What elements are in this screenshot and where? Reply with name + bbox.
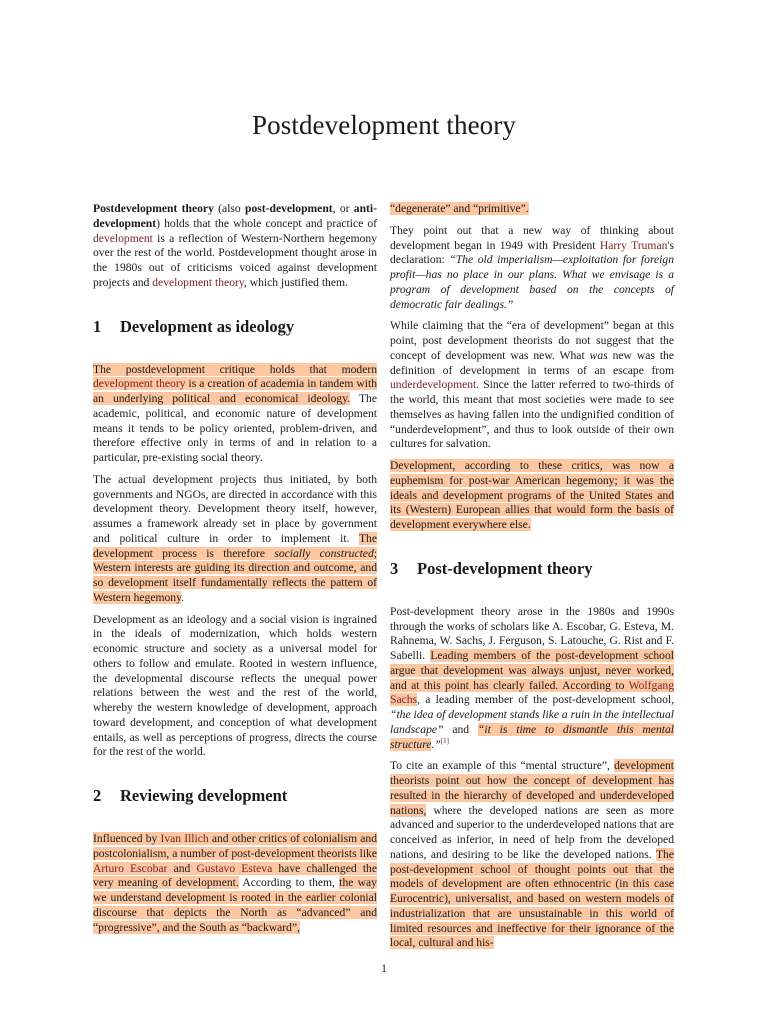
section-2-paragraph-2: They point out that a new way of thinking about development began in 1949 with President Harry Truman's declaration: “The old imperialism—exploitation for foreign profit—has no place in our plans. What we envisage is a program of development based on the concepts of democratic fair dealings.”	[390, 223, 674, 311]
section-3-heading	[390, 559, 674, 579]
right-column	[390, 202, 674, 958]
section-2-paragraph-1: Influenced by Ivan Illich and other critics of colonialism and postcolonialism, a number of post-development theorists like Arturo Escobar and Gustavo Esteva have challenged the very meaning of development. According to them, the way we understand development is rooted in the earlier colonial discourse that depicts the North as “advanced” and “progressive”, and the South as “backward”,	[93, 832, 377, 934]
link-harry-truman[interactable]: Harry Truman	[599, 238, 668, 252]
highlight-italic: structure	[390, 737, 432, 751]
highlight-italic: socially constructed	[274, 546, 374, 560]
section-3-paragraph-2: To cite an example of this “mental structure”, development theorists point out how the concept of development has resulted in the hierarchy of developed and underdeveloped nations, where the developed nations are seen as more advanced and superior to the underdeveloped nations that are conceived as inferior, in need of help from the developed nations, and desiring to be like the developed nations. The post-development school of thought points out that the models of development are often ethnocentric (in this case Eurocentric), universalist, and based on western models of industrialization that are unsustainable in this world of limited resources and ineffective for their ignorance of the local, cultural and his-	[390, 759, 674, 950]
link-development-theory[interactable]: development theory	[93, 377, 186, 391]
section-1-paragraph-2: The actual development projects thus initiated, by both governments and NGOs, are directed in accordance with this development theory. Development theory itself, however, assumes a framework already set in place by government and political culture in order to implement it. The development process is therefore socially constructed; Western interests are guiding its direction and outcome, and so development itself fundamentally reflects the pattern of Western hegemony.	[93, 472, 377, 604]
term-postdevelopment: Postdevelopment theory	[93, 202, 214, 215]
term-post-development: post-development	[245, 202, 333, 215]
link-development[interactable]: development	[93, 231, 153, 245]
highlight-italic: “it is time to dismantle this mental	[477, 722, 674, 736]
section-3-title: Post-development theory	[417, 558, 593, 578]
section-2-heading	[93, 786, 377, 806]
section-2-number: 2	[93, 786, 102, 805]
section-2-title: Reviewing development	[120, 786, 288, 805]
highlight: The development process is therefore	[93, 531, 377, 560]
highlight: Influenced by	[93, 832, 161, 845]
highlight: Leading members of the post-development school argue that development was always unjust, never worked, and at this point has clearly failed. According to	[390, 649, 674, 692]
highlight: ; Western interests are guiding its direction and outcome, and so development itself fundamentally reflects the pattern of Western hegemony	[93, 546, 377, 604]
term-anti-development: anti-development	[93, 202, 377, 230]
section-1-paragraph-1: The postdevelopment critique holds that modern development theory is a creation of academia in tandem with an underlying political and economical ideology. The academic, political, and economic nature of development means it tends to be policy oriented, problem-driven, and therefore effective only in terms of and in relation to a particular, pre-existing social theory.	[93, 362, 377, 464]
section-2-paragraph-1-continued	[390, 202, 674, 217]
section-1-title: Development as ideology	[120, 316, 295, 336]
section-3-number: 3	[390, 558, 399, 578]
page-title: Postdevelopment theory	[252, 110, 516, 140]
link-ivan-illich[interactable]: Ivan Illich	[160, 832, 209, 845]
sachs-quote: “the idea of development stands like a ruin in the intellectual landscape”	[390, 708, 674, 736]
link-development-theory[interactable]: development theory	[152, 275, 244, 289]
highlight: have challenged the very meaning of development.	[93, 861, 377, 890]
link-arturo-escobar[interactable]: Arturo Escobar	[93, 861, 168, 875]
citation-link[interactable]: [1]	[440, 736, 449, 745]
section-1-heading	[93, 317, 377, 337]
truman-quote: “The old imperialism—exploitation for foreign profit—has no place in our plans. What we envisage is a program of development based on the concepts of democratic fair dealings.”	[390, 253, 674, 311]
link-wolfgang-sachs[interactable]: Wolfgang Sachs	[390, 678, 674, 707]
section-3-paragraph-1: Post-development theory arose in the 1980s and 1990s through the works of scholars like A. Escobar, G. Esteva, M. Rahnema, W. Sachs, J. Ferguson, S. Latouche, G. Rist and F. Sabelli. Leading members of the post-development school argue that development was always unjust, never worked, and at this point has clearly failed. According to Wolfgang Sachs, a leading member of the post-development school, “the idea of development stands like a ruin in the intellectual landscape” and “it is time to dismantle this mental structure.”[1]	[390, 604, 674, 751]
link-underdevelopment[interactable]: underdevelopment	[390, 378, 477, 392]
highlight: the way we understand development is rooted in the earlier colonial discourse that depicts the North as “advanced” and “progressive”, and the South as “backward”,	[93, 876, 377, 934]
highlight: and other critics of colonialism and postcolonialism, a number of post-development theorists like	[93, 832, 377, 860]
section-2-paragraph-3: While claiming that the “era of development” began at this point, post development theorists do not suggest that the concept of development was new. What was new was the definition of development in terms of an escape from underdevelopment. Since the latter referred to two-thirds of the world, this meant that most societies were made to see themselves as having fallen into the undignified condition of “underdevelopment”, and thus to look outside of their own cultures for salvation.	[390, 319, 674, 451]
intro-paragraph: Postdevelopment theory (also post-development, or anti-development) holds that the whole concept and practice of development is a reflection of Western-Northern hegemony over the rest of the world. Postdevelopment thought arose in the 1980s out of criticisms voiced against development projects and development theory, which justified them.	[93, 202, 377, 289]
highlight: and	[167, 861, 197, 875]
section-1-number: 1	[93, 316, 102, 336]
left-column	[93, 202, 377, 942]
highlight: The post-development school of thought points out that the models of development are often ethnocentric (in this case Eurocentric), universalist, and based on western models of industrialization that are unsustainable in this world of limited resources and ineffective for their ignorance of the local, cultural and his-	[390, 847, 674, 950]
section-1-paragraph-3: Development as an ideology and a social vision is ingrained in the ideals of modernization, which holds western economic structure and society as a universal model for others to follow and emulate. Rooted in western influence, the developmental discourse reflects the unequal power relations between the west and the rest of the world, whereby the western knowledge of development, approach toward development, and conception of what development entails, as well as perceptions of progress, directs the course for the rest of the world.	[93, 612, 377, 759]
highlight: “degenerate” and “primitive”.	[390, 202, 529, 215]
section-2-paragraph-4	[390, 459, 674, 533]
highlight: development theorists point out how the concept of development has resulted in the hierarchy of developed and underdeveloped nations,	[390, 759, 674, 817]
highlight: is a creation of academia in tandem with an underlying political and economical ideology.	[93, 377, 377, 405]
highlight: Development, according to these critics, was now a euphemism for post-war American hegemony; it was the ideals and development programs of the United States and its (Western) European allies that would form the basis of development everywhere else.	[390, 459, 674, 531]
link-gustavo-esteva[interactable]: Gustavo Esteva	[196, 861, 273, 875]
highlight: The postdevelopment critique holds that modern	[93, 362, 377, 376]
page-number: 1	[381, 962, 387, 975]
